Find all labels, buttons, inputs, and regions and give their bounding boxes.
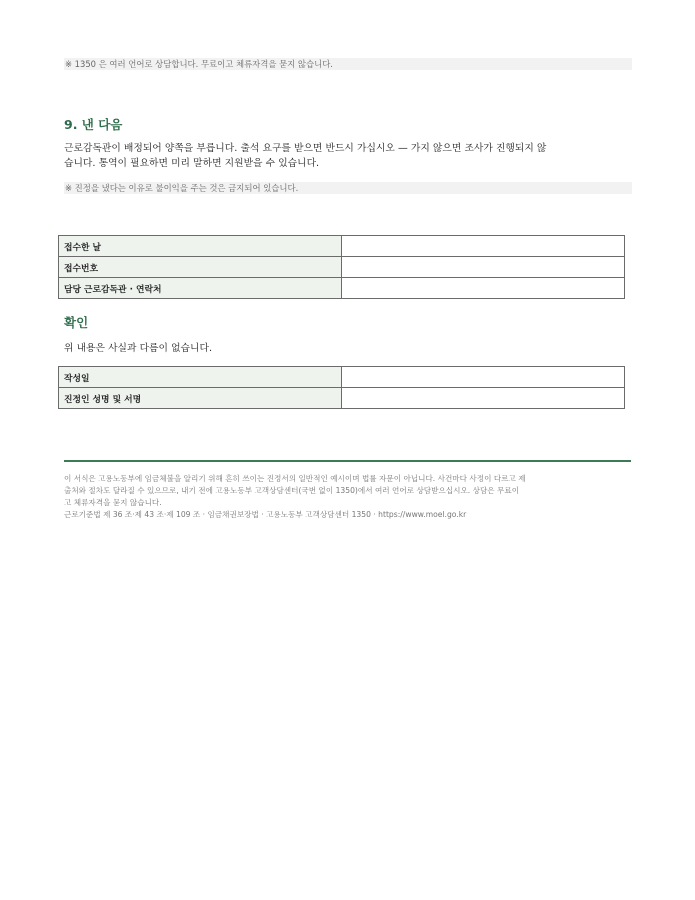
retaliation-note: ※ 진정을 냈다는 이유로 불이익을 주는 것은 금지되어 있습니다.: [64, 182, 632, 194]
confirm-statement: [64, 341, 631, 356]
written-date-label: 작성일: [59, 367, 342, 388]
section-9-body: [64, 141, 631, 171]
received-date-label: 접수한 날: [59, 236, 342, 257]
petitioner-signature-field[interactable]: [342, 388, 625, 409]
office-use-table: [58, 235, 625, 299]
case-number-field[interactable]: [342, 257, 625, 278]
table-row: [59, 278, 625, 299]
table-row: [59, 367, 625, 388]
inspector-contact-label: 담당 근로감독관 · 연락처: [59, 278, 342, 299]
received-date-field[interactable]: [342, 236, 625, 257]
footer-line: 출처와 절차도 달라질 수 있으므로, 내기 전에 고용노동부 고객상담센터(국번 없이 1350)에서 여러 언어로 상담받으십시오. 상담은 무료이: [64, 486, 520, 495]
multilingual-note: ※ 1350 은 여러 언어로 상담합니다. 무료이고 체류자격을 묻지 않습니다.: [64, 58, 632, 70]
footer-divider: [64, 460, 631, 462]
footer-references: 근로기준법 제 36 조·제 43 조·제 109 조 · 임금채권보장법 · 고용노동부 고객상담센터 1350 · https://www.moel.go.kr: [64, 510, 467, 519]
case-number-label: 접수번호: [59, 257, 342, 278]
table-row: [59, 257, 625, 278]
section-9-body-line: 습니다. 통역이 필요하면 미리 말하면 지원받을 수 있습니다.: [64, 158, 320, 169]
confirm-statement-text: 위 내용은 사실과 다름이 없습니다.: [64, 343, 213, 354]
footer-line: 고 체류자격을 묻지 않습니다.: [64, 498, 162, 507]
written-date-field[interactable]: [342, 367, 625, 388]
footer-disclaimer: [64, 473, 631, 521]
petitioner-signature-label: 진정인 성명 및 서명: [59, 388, 342, 409]
table-row: [59, 388, 625, 409]
section-9-body-line: 근로감독관이 배정되어 양쪽을 부릅니다. 출석 요구를 받으면 반드시 가십시오 — 가지 않으면 조사가 진행되지 않: [64, 143, 547, 154]
signature-table: [58, 366, 625, 409]
confirm-heading: 확인: [64, 315, 89, 330]
footer-line: 이 서식은 고용노동부에 임금체불을 알리기 위해 흔히 쓰이는 진정서의 일반적인 예시이며 법률 자문이 아닙니다. 사건마다 사정이 다르고 제: [64, 474, 526, 483]
table-row: [59, 236, 625, 257]
inspector-contact-field[interactable]: [342, 278, 625, 299]
section-9-heading: 9. 낸 다음: [64, 117, 123, 132]
